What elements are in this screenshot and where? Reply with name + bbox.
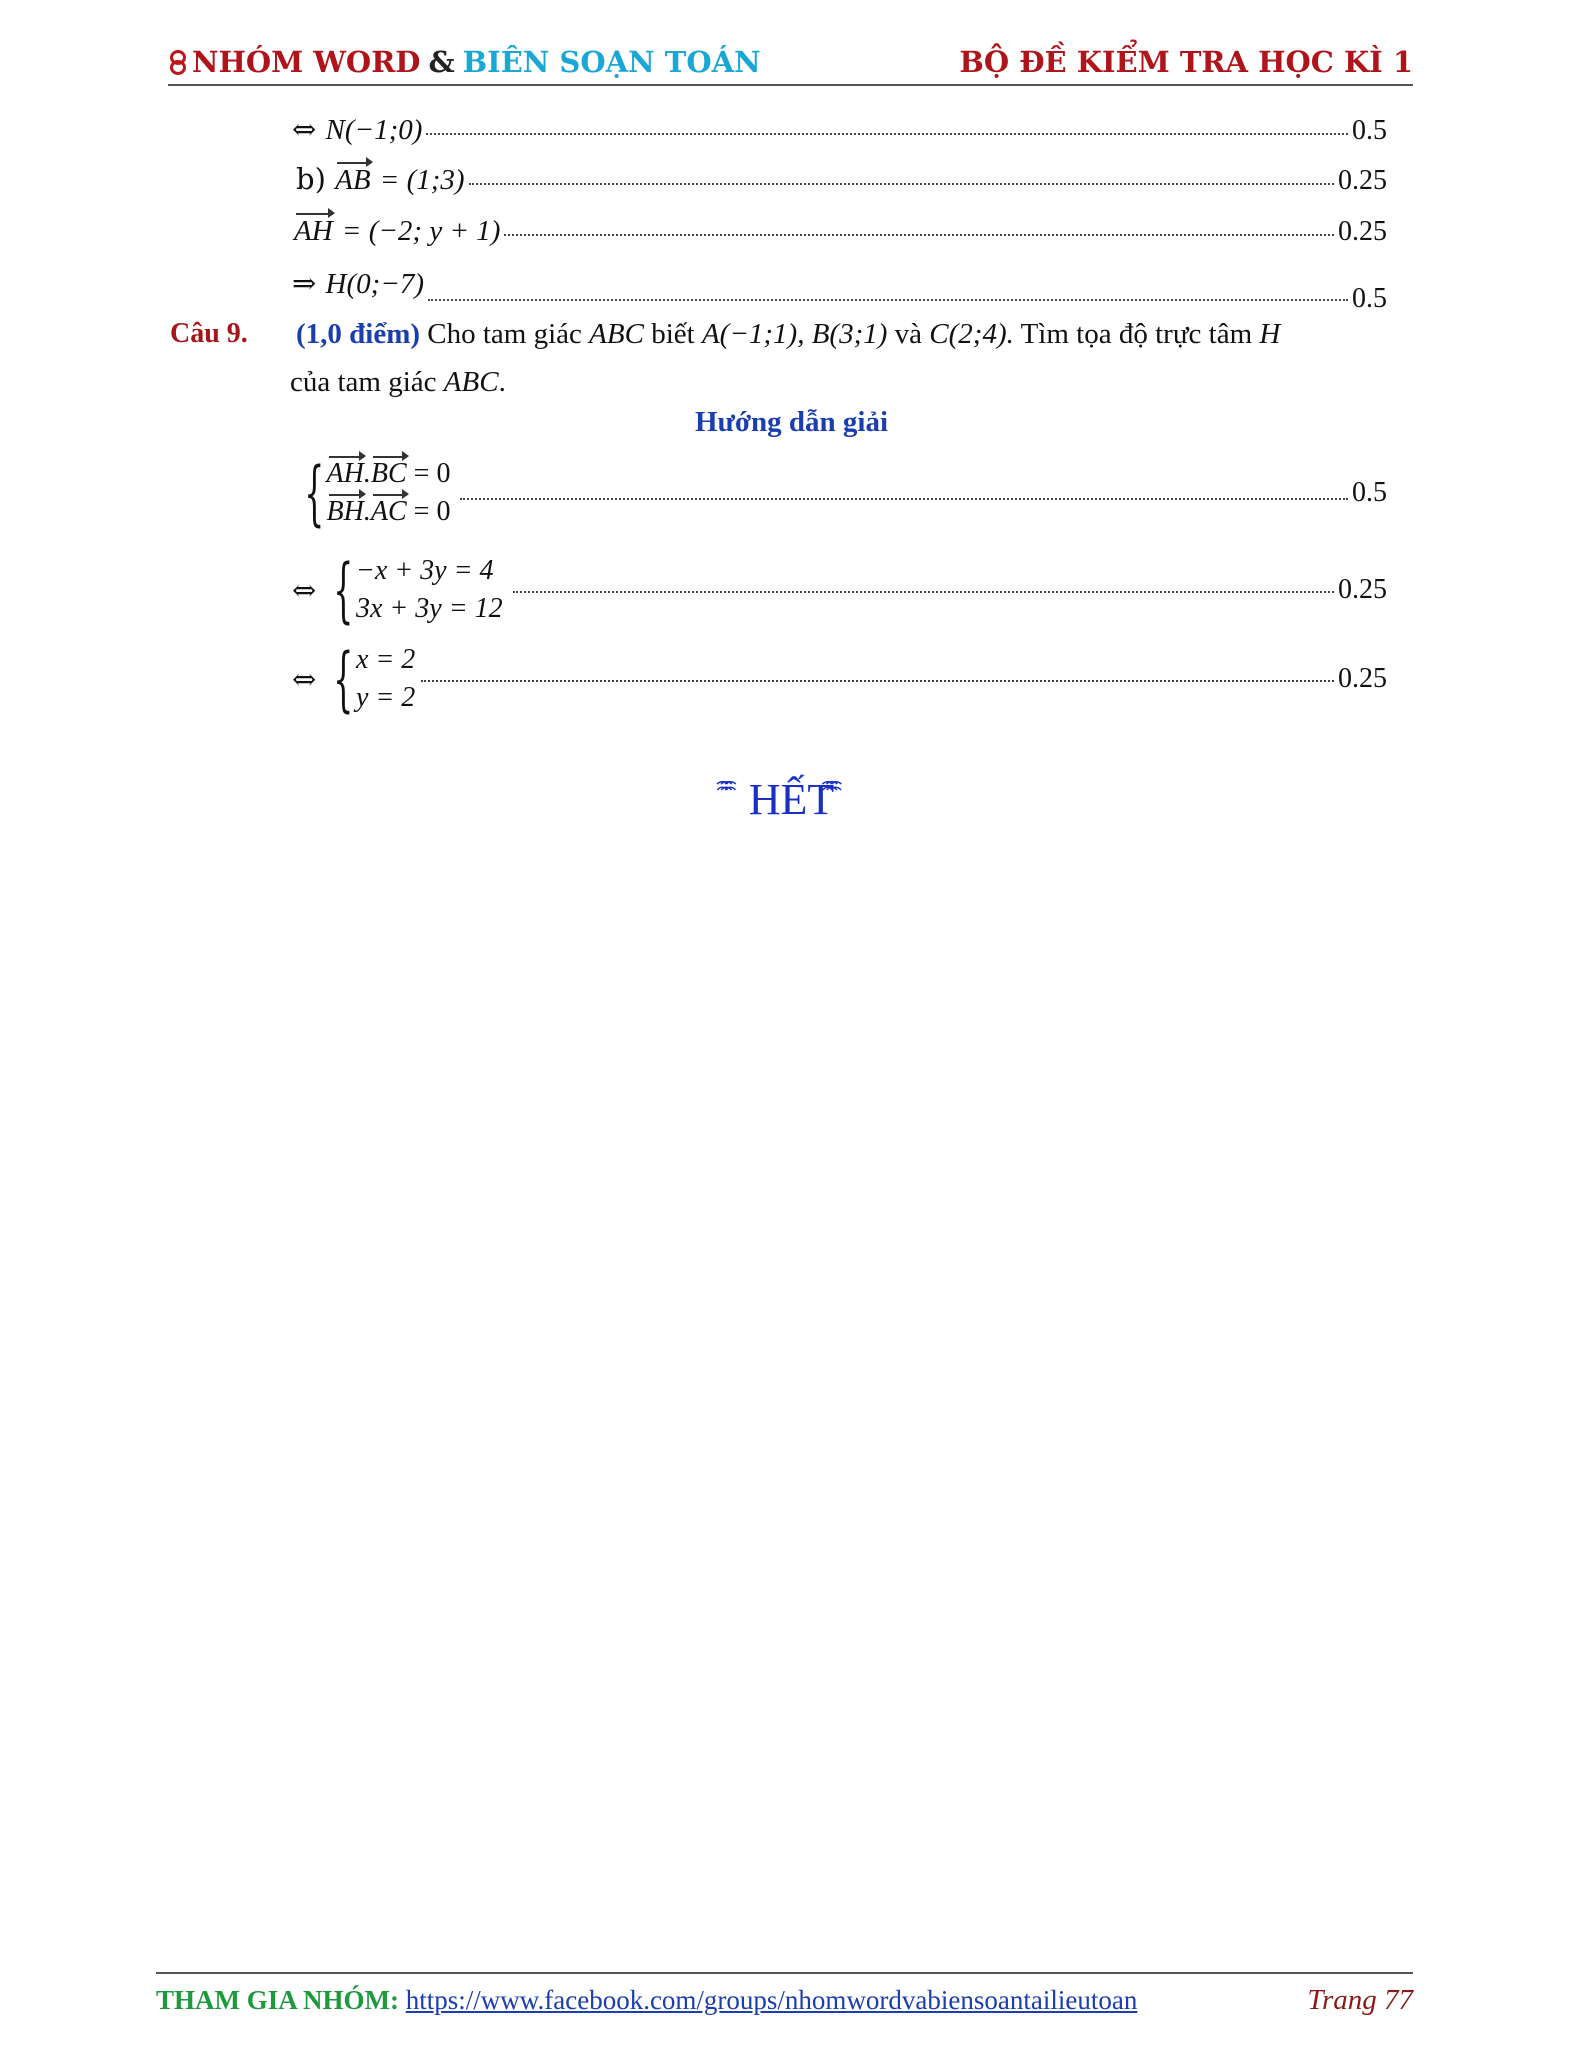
math-expression: = (1;3) <box>379 164 465 196</box>
dot-leader <box>460 498 1348 500</box>
question-text-part: biết <box>651 318 695 350</box>
solution-system-line <box>292 546 1387 634</box>
math-expression: B(3;1) <box>811 318 888 350</box>
math-expression: = (−2; y + 1) <box>341 215 501 247</box>
dot-leader <box>428 299 1348 301</box>
group-logo-icon <box>168 50 184 74</box>
score: 0.25 <box>1338 165 1387 196</box>
solution-line <box>294 213 1387 248</box>
dot-leader <box>504 234 1334 236</box>
header-document-title: BỘ ĐỀ KIỂM TRA HỌC KÌ 1 <box>959 45 1413 79</box>
vector-symbol: AB <box>335 164 371 196</box>
footer-join-label: THAM GIA NHÓM: <box>156 1985 399 2015</box>
equation-system <box>327 458 451 528</box>
header-left <box>168 45 761 79</box>
math-expression: H(0;−7) <box>325 268 425 300</box>
question-text-part: Cho tam giác <box>427 318 582 350</box>
question-text <box>296 318 1280 351</box>
math-expression: . <box>363 496 371 527</box>
vector-symbol: AH <box>294 215 333 247</box>
header-ampersand: & <box>428 45 455 79</box>
equiv-symbol: ⇔ <box>292 112 317 146</box>
header-group-subtitle: BIÊN SOẠN TOÁN <box>462 45 761 79</box>
equation-system <box>356 555 503 625</box>
score: 0.5 <box>1352 283 1387 314</box>
solution-system-line <box>292 448 1387 538</box>
brace: { <box>304 452 325 534</box>
equation-row <box>327 458 451 490</box>
score: 0.5 <box>1352 115 1387 146</box>
page-header <box>168 40 1413 86</box>
equation-row: −x + 3y = 4 <box>355 555 494 586</box>
equation-row: x = 2 <box>355 644 416 675</box>
vector-symbol: AC <box>370 496 407 527</box>
score: 0.25 <box>1338 663 1387 694</box>
score: 0.5 <box>1352 477 1387 508</box>
question-text-part: của tam giác <box>290 366 437 398</box>
math-expression: = 0 <box>413 458 451 489</box>
math-expression: C(2;4). <box>929 318 1014 350</box>
group-link[interactable]: https://www.facebook.com/groups/nhomwordvabiensoantailieutoan <box>405 1985 1138 2015</box>
equation-row: y = 2 <box>355 682 416 713</box>
math-expression: ABC <box>443 366 499 398</box>
question-points: (1,0 điểm) <box>296 318 421 350</box>
math-expression: H <box>1259 318 1281 350</box>
solution-system-line <box>292 636 1387 722</box>
vector-symbol: BC <box>370 458 407 489</box>
part-label: b) <box>296 162 326 196</box>
math-expression: N(−1;0) <box>325 114 423 146</box>
vector-symbol: AH <box>326 458 364 489</box>
math-expression: A(−1;1), <box>701 318 805 350</box>
end-mark-text: HẾT <box>748 775 835 824</box>
equiv-symbol: ⇔ <box>292 573 317 607</box>
equiv-symbol: ⇔ <box>292 662 317 696</box>
question-text-line2 <box>290 366 506 399</box>
solution-line <box>292 112 1387 147</box>
score: 0.25 <box>1338 574 1387 605</box>
equation-row <box>327 496 451 528</box>
brace: { <box>333 638 354 720</box>
header-group-name: NHÓM WORD <box>192 45 421 79</box>
implies-symbol: ⇒ <box>292 266 317 300</box>
vector-symbol: BH <box>326 496 364 527</box>
footer-left <box>156 1985 1137 2016</box>
math-expression: = 0 <box>413 496 451 527</box>
question-text-part: Tìm tọa độ trực tâm <box>1020 318 1253 350</box>
dot-leader <box>426 133 1348 135</box>
math-expression: ABC <box>589 318 644 350</box>
solution-line <box>296 162 1387 197</box>
dot-leader <box>421 680 1334 682</box>
math-expression: . <box>363 458 371 489</box>
dot-leader <box>513 591 1334 593</box>
dot-leader <box>469 183 1334 185</box>
solution-line <box>292 266 1387 314</box>
page-footer <box>156 1972 1413 2017</box>
end-mark <box>0 774 1583 825</box>
score: 0.25 <box>1338 216 1387 247</box>
equation-system <box>356 644 415 714</box>
solution-guide-title: Hướng dẫn giải <box>694 406 889 438</box>
question-number: Câu 9. <box>170 318 248 349</box>
equation-row: 3x + 3y = 12 <box>355 593 503 624</box>
brace: { <box>333 549 354 631</box>
page-number: Trang 77 <box>1307 1984 1413 2016</box>
question-text-part: và <box>894 318 923 350</box>
question-text-part: . <box>498 366 506 398</box>
